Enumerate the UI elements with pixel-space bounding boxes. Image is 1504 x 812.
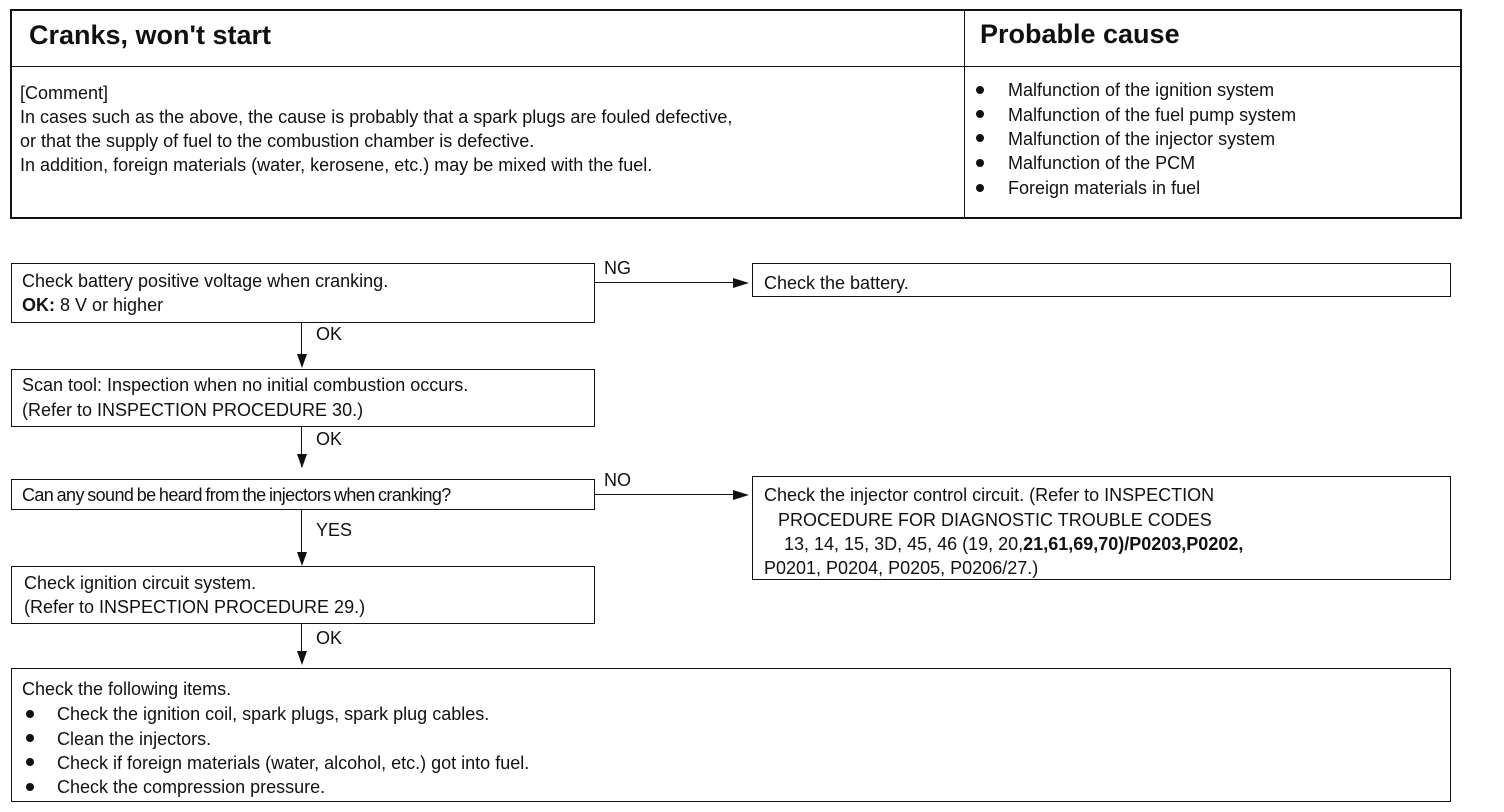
bullet-icon <box>976 134 984 142</box>
comment-line-2: or that the supply of fuel to the combustion chamber is defective. <box>20 131 535 151</box>
step-ignition-reference: (Refer to INSPECTION PROCEDURE 29.) <box>24 597 366 617</box>
comment-label: [Comment] <box>20 83 109 103</box>
injector-codes-normal: 13, 14, 15, 3D, 45, 46 (19, 20, <box>784 534 1024 554</box>
injector-codes-bold: 21,61,69,70)/P0203,P0202, <box>1023 534 1244 554</box>
injector-circuit-line-1: Check the injector control circuit. (Refer to INSPECTION <box>764 485 1215 505</box>
down-arrow-icon <box>297 454 307 468</box>
bullet-icon <box>26 783 34 791</box>
down-arrow-icon <box>297 354 307 368</box>
ok-label: OK <box>316 324 343 344</box>
final-check-item: Check the ignition coil, spark plugs, spark plug cables. <box>57 704 490 724</box>
no-arrow-icon <box>733 490 749 500</box>
ok-criterion-value: 8 V or higher <box>60 295 164 315</box>
step-scan-tool-reference: (Refer to INSPECTION PROCEDURE 30.) <box>22 400 364 420</box>
step-battery-criterion <box>22 293 163 317</box>
bullet-icon <box>976 86 984 94</box>
final-check-item: Check if foreign materials (water, alcohol, etc.) got into fuel. <box>57 753 530 773</box>
ok-label: OK <box>316 429 343 449</box>
yes-connector-line <box>301 510 302 555</box>
no-connector-line <box>595 494 735 495</box>
ok-connector-line <box>301 323 302 357</box>
cause-item: Malfunction of the injector system <box>1008 129 1276 149</box>
probable-cause-title: Probable cause <box>980 19 1180 49</box>
step-scan-tool-text: Scan tool: Inspection when no initial combustion occurs. <box>22 375 469 395</box>
bullet-icon <box>26 734 34 742</box>
cause-item: Foreign materials in fuel <box>1008 178 1201 198</box>
comment-line-3: In addition, foreign materials (water, kerosene, etc.) may be mixed with the fuel. <box>20 155 653 175</box>
injector-circuit-line-2: PROCEDURE FOR DIAGNOSTIC TROUBLE CODES <box>778 510 1212 530</box>
down-arrow-icon <box>297 552 307 566</box>
bullet-icon <box>26 758 34 766</box>
step-ignition-text: Check ignition circuit system. <box>24 573 257 593</box>
down-arrow-icon <box>297 651 307 665</box>
header-divider-horizontal <box>10 66 1462 67</box>
step-injector-sound-text: Can any sound be heard from the injectors when cranking? <box>22 485 451 505</box>
bullet-icon <box>976 110 984 118</box>
bullet-icon <box>976 184 984 192</box>
cause-item: Malfunction of the fuel pump system <box>1008 105 1297 125</box>
injector-circuit-line-3 <box>784 532 1243 556</box>
bullet-icon <box>26 710 34 718</box>
cause-item: Malfunction of the PCM <box>1008 153 1196 173</box>
page-title: Cranks, won't start <box>29 20 271 50</box>
step-battery-text: Check battery positive voltage when cranking. <box>22 271 389 291</box>
no-label: NO <box>604 470 631 490</box>
step-final-title: Check the following items. <box>22 679 232 699</box>
header-divider-vertical <box>964 9 965 219</box>
ok-criterion-label: OK: <box>22 295 55 315</box>
cause-item: Malfunction of the ignition system <box>1008 80 1275 100</box>
ng-arrow-icon <box>733 278 749 288</box>
check-battery-text: Check the battery. <box>764 273 909 293</box>
ok-label: OK <box>316 628 343 648</box>
yes-label: YES <box>316 520 353 540</box>
ng-label: NG <box>604 258 631 278</box>
bullet-icon <box>976 159 984 167</box>
final-check-item: Clean the injectors. <box>57 729 212 749</box>
injector-circuit-line-4: P0201, P0204, P0205, P0206/27.) <box>764 558 1039 578</box>
final-check-item: Check the compression pressure. <box>57 777 326 797</box>
ng-connector-line <box>595 282 735 283</box>
comment-line-1: In cases such as the above, the cause is probably that a spark plugs are fouled defective, <box>20 107 733 127</box>
